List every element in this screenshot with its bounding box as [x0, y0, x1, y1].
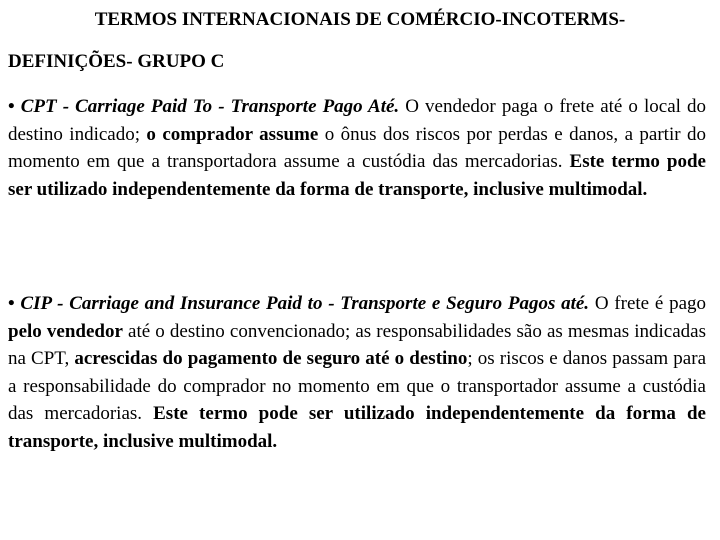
text-segment: ; os riscos e danos passam para a responsabilidade do comprador no momento em que o transportador assume a custódia das mercadorias. — [8, 348, 707, 424]
text-segment: o ônus dos riscos por perdas e danos, a partir do momento em que a transportadora assume a custódia das mercadorias. — [8, 123, 706, 172]
text-segment: O frete é pago — [589, 293, 706, 314]
paragraph-cpt — [8, 93, 706, 203]
bold-segment: Este termo pode ser utilizado independentemente da forma de transporte, inclusive multimodal. — [8, 403, 706, 452]
term-cpt: CPT - Carriage Paid To - Transporte Pago Até. — [20, 96, 400, 117]
slide-subtitle: DEFINIÇÕES- GRUPO C — [8, 51, 225, 72]
paragraph-cip — [8, 290, 706, 455]
bold-segment: o comprador assume — [146, 123, 319, 145]
bullet: • — [8, 293, 15, 314]
bold-segment: Este termo pode ser utilizado independentemente da forma de transporte, inclusive multimodal. — [8, 151, 706, 200]
text-segment: até o destino convencionado; as responsabilidades são as mesmas indicadas na CPT, — [8, 320, 706, 369]
bullet: • — [8, 96, 15, 117]
slide-title: TERMOS INTERNACIONAIS DE COMÉRCIO-INCOTERMS- — [94, 9, 626, 30]
term-cip: CIP - Carriage and Insurance Paid to - Transporte e Seguro Pagos até. — [20, 293, 590, 314]
text-segment: O vendedor paga o frete até o local do destino indicado; — [8, 96, 707, 145]
bold-segment: pelo vendedor — [8, 320, 123, 342]
bold-segment: acrescidas do pagamento de seguro até o destino — [74, 348, 468, 369]
